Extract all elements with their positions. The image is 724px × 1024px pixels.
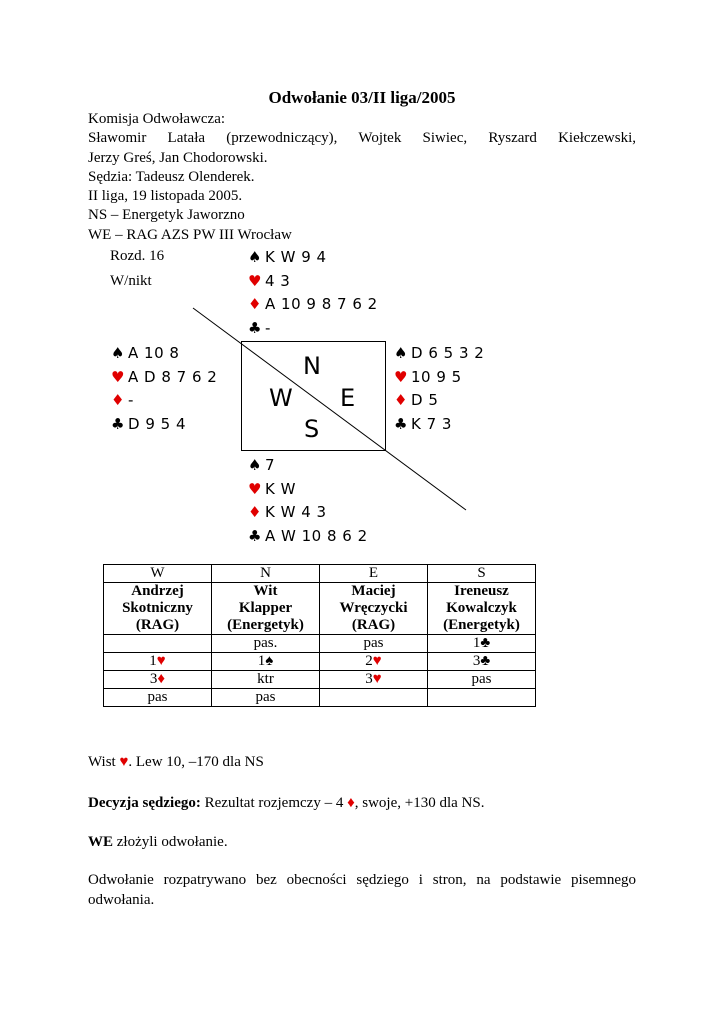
suit-icon: ♣ [480,635,491,651]
header-e: E [320,565,428,583]
west-spades: A 10 8 [128,344,180,362]
bid-cell: 3♦ [104,671,212,689]
east-clubs: K 7 3 [411,414,452,433]
players-row [104,583,536,635]
bid-cell [428,689,536,707]
decision-line: Decyzja sędziego: Rezultat rozjemczy – 4 ♦, swoje, +130 dla NS. [88,795,485,811]
heart-icon: ♥ [394,367,408,386]
diamond-icon: ♦ [394,391,408,409]
heart-icon: ♥ [111,367,125,386]
diamond-icon: ♦ [248,295,262,313]
east-hand [394,342,484,436]
judge-line: Sędzia: Tadeusz Olenderek. [88,168,255,185]
ns-team-line: NS – Energetyk Jaworzno [88,207,245,224]
club-icon: ♣ [248,526,262,545]
north-clubs: - [265,318,271,337]
committee-members-line2: Jerzy Greś, Jan Chodorowski. [88,149,268,166]
player-n: Wit Klapper (Energetyk) [212,583,320,635]
east-hearts: 10 9 5 [411,367,462,386]
appeal-line: WE złożyli odwołanie. [88,834,228,850]
north-spades: K W 9 4 [265,248,327,266]
south-diamonds: K W 4 3 [265,503,327,521]
compass-west: W [269,384,293,412]
bidding-row [104,635,536,653]
bid-cell: 3♣ [428,653,536,671]
suit-icon: ♠ [265,653,274,669]
league-date-line: II liga, 19 listopada 2005. [88,188,243,205]
bidding-row [104,671,536,689]
closing-paragraph: Odwołanie rozpatrywano bez obecności sędziego i stron, na podstawie pisemnego odwołania. [88,872,636,908]
player-e: Maciej Wręczycki (RAG) [320,583,428,635]
bidding-table [103,564,536,707]
diamond-icon: ♦ [248,503,262,521]
south-spades: 7 [265,456,276,474]
bid-cell: pas [212,689,320,707]
diamond-icon: ♦ [347,795,355,811]
bidding-row [104,653,536,671]
bid-cell: 3♥ [320,671,428,689]
compass-north: N [303,352,321,380]
spade-icon: ♠ [248,456,262,474]
header-w: W [104,565,212,583]
north-diamonds: A 10 9 8 7 6 2 [265,295,378,313]
south-clubs: A W 10 8 6 2 [265,526,368,545]
header-n: N [212,565,320,583]
suit-icon: ♥ [372,653,382,669]
heart-icon: ♥ [119,754,129,770]
committee-label: Komisja Odwoławcza: [88,111,226,127]
south-hearts: K W [265,479,296,498]
west-clubs: D 9 5 4 [128,414,186,433]
lead-line: Wist ♥. Lew 10, –170 dla NS [88,754,264,770]
club-icon: ♣ [111,414,125,433]
bid-cell [104,635,212,653]
committee-members-line1: Sławomir Latała (przewodniczący), Wojtek Siwiec, Ryszard Kiełczewski, [88,130,636,147]
north-hearts: 4 3 [265,271,291,290]
south-hand [248,454,368,548]
bidding-rows [104,635,536,707]
east-spades: D 6 5 3 2 [411,344,485,362]
spade-icon: ♠ [111,344,125,362]
north-hand [248,246,378,340]
bid-cell: 1♣ [428,635,536,653]
player-s: Ireneusz Kowalczyk (Energetyk) [428,583,536,635]
vulnerability: W/nikt [110,273,152,289]
suit-icon: ♦ [157,671,166,687]
decision-label: Decyzja sędziego: [88,795,201,811]
bid-cell: 1♠ [212,653,320,671]
heart-icon: ♥ [248,479,262,498]
compass-south: S [304,415,320,443]
spade-icon: ♠ [248,248,262,266]
bidding-row [104,689,536,707]
bid-cell: pas [320,635,428,653]
bid-cell: 1♥ [104,653,212,671]
we-team-line: WE – RAG AZS PW III Wrocław [88,226,292,243]
appeal-label: WE [88,834,114,850]
compass-east: E [340,384,356,412]
spade-icon: ♠ [394,344,408,362]
bid-cell: pas [104,689,212,707]
bid-cell: pas. [212,635,320,653]
player-w: Andrzej Skotniczny (RAG) [104,583,212,635]
bidding-header-row [104,565,536,583]
header-s: S [428,565,536,583]
bid-cell: ktr [212,671,320,689]
west-hearts: A D 8 7 6 2 [128,367,218,386]
suit-icon: ♥ [156,653,166,669]
diamond-icon: ♦ [111,391,125,409]
bid-cell [320,689,428,707]
club-icon: ♣ [394,414,408,433]
bid-cell: 2♥ [320,653,428,671]
board-number: Rozd. 16 [110,248,165,264]
club-icon: ♣ [248,318,262,337]
bid-cell: pas [428,671,536,689]
heart-icon: ♥ [248,271,262,290]
east-diamonds: D 5 [411,391,439,409]
west-hand [111,342,217,436]
suit-icon: ♥ [372,671,382,687]
document-title: Odwołanie 03/II liga/2005 [268,88,456,107]
suit-icon: ♣ [480,653,491,669]
west-diamonds: - [128,391,134,409]
